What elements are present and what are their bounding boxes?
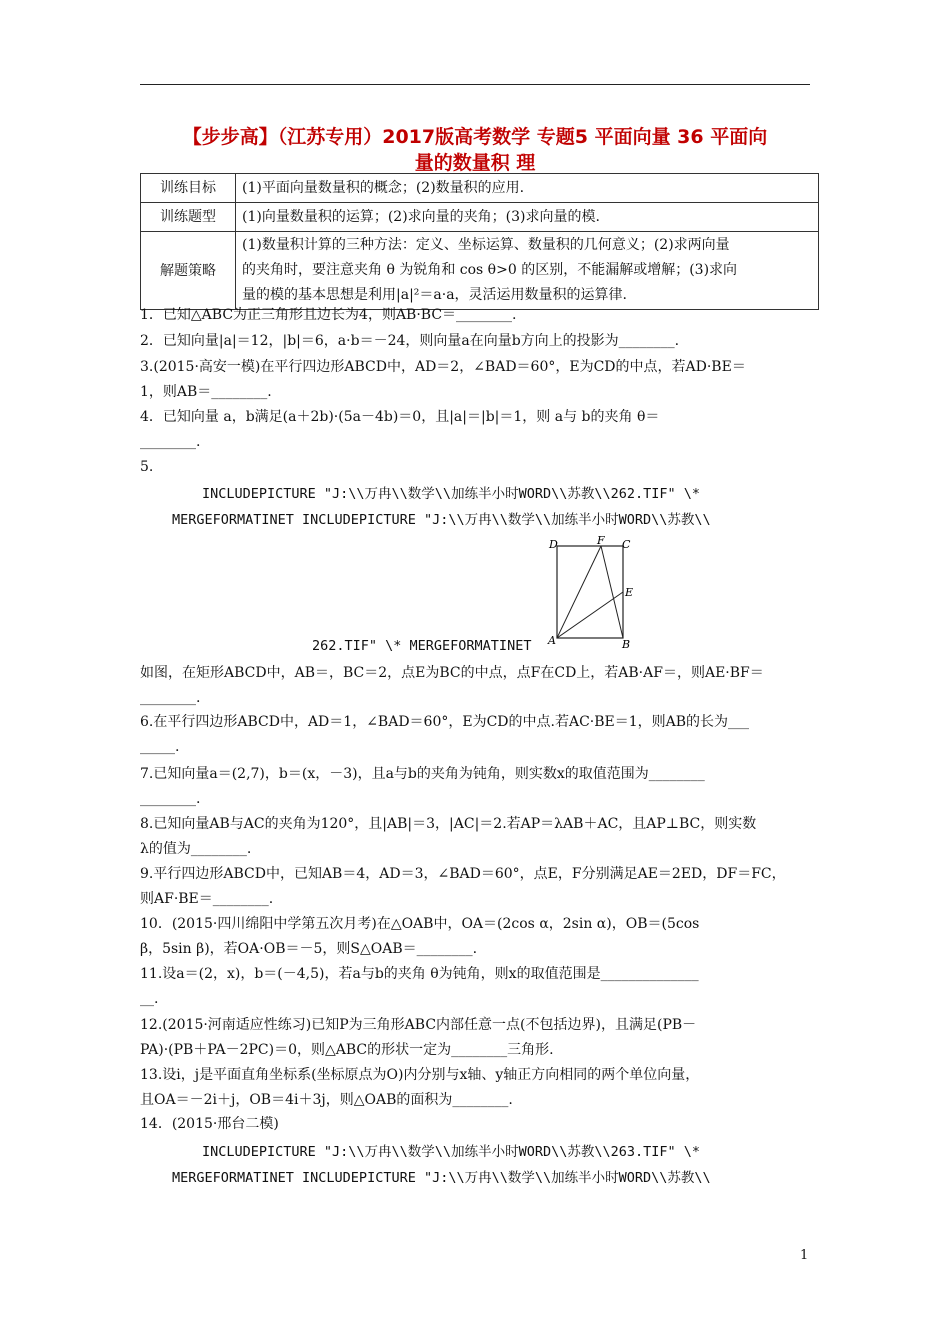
row-value [236, 232, 819, 310]
problem-line: 2．已知向量|a|＝12，|b|＝6，a·b＝－24，则向量a在向量b方向上的投影为________. [140, 333, 680, 349]
row-label: 解题策略 [141, 232, 236, 310]
problem-line: λ的值为________. [140, 841, 252, 857]
label-a: A [548, 634, 556, 647]
include-field-code: INCLUDEPICTURE "J:\\万冉\\数学\\加练半小时WORD\\苏教\\262.TIF" \* [202, 486, 700, 502]
problem-line: 8.已知向量AB与AC的夹角为120°，且|AB|＝3，|AC|＝2.若AP＝λAB＋AC，且AP⊥BC，则实数 [140, 816, 757, 832]
problem-line: PA)·(PB＋PA－2PC)＝0，则△ABC的形状一定为________三角形. [140, 1042, 554, 1058]
problem-line: 5. [140, 459, 154, 475]
problem-line: 12.(2015·河南适应性练习)已知P为三角形ABC内部任意一点(不包括边界)，且满足(PB－ [140, 1017, 697, 1033]
include-field-code: MERGEFORMATINET INCLUDEPICTURE "J:\\万冉\\数学\\加练半小时WORD\\苏教\\ [172, 512, 711, 528]
table-row [141, 232, 819, 310]
problem-line: 11.设a＝(2，x)，b＝(－4,5)，若a与b的夹角 θ为钝角，则x的取值范围是______________ [140, 966, 699, 982]
problem-line: ________. [140, 690, 201, 706]
segment-bf [601, 546, 623, 638]
problem-line: β，5sin β)，若OA·OB＝－5，则S△OAB＝________. [140, 941, 478, 957]
title-line-2: 量的数量积 理 [414, 152, 536, 174]
problem-line: 9.平行四边形ABCD中，已知AB＝4，AD＝3，∠BAD＝60°，点E，F分别满足AE＝2ED，DF＝FC， [140, 866, 786, 882]
top-rule [140, 84, 810, 85]
problem-line: 13.设i，j是平面直角坐标系(坐标原点为O)内分别与x轴、y轴正方向相同的两个单位向量， [140, 1067, 700, 1083]
title-line-1: 【步步高】（江苏专用）2017版高考数学 专题5 平面向量 36 平面向 [182, 126, 768, 148]
row-label: 训练目标 [141, 174, 236, 203]
include-field-code: INCLUDEPICTURE "J:\\万冉\\数学\\加练半小时WORD\\苏教\\263.TIF" \* [202, 1144, 700, 1160]
row-value: (1)平面向量数量积的概念；(2)数量积的应用. [236, 174, 819, 203]
problem-line: __. [140, 991, 159, 1007]
row-value: (1)向量数量积的运算；(2)求向量的夹角；(3)求向量的模. [236, 203, 819, 232]
strategy-line: (1)数量积计算的三种方法：定义、坐标运算、数量积的几何意义；(2)求两向量 [242, 237, 730, 253]
label-f: F [597, 534, 605, 547]
problem-line: 7.已知向量a＝(2,7)，b＝(x，－3)，且a与b的夹角为钝角，则实数x的取值范围为________ [140, 766, 705, 782]
strategy-line: 量的模的基本思想是利用|a|²＝a·a，灵活运用数量积的运算律. [242, 287, 627, 303]
segment-af [557, 546, 601, 638]
problem-line: 14．(2015·邢台二模) [140, 1116, 279, 1132]
problem-line: 且OA＝－2i＋j，OB＝4i＋3j，则△OAB的面积为________. [140, 1092, 513, 1108]
problem-line: ________. [140, 434, 201, 450]
rectangle-abcd [557, 546, 623, 638]
strategy-line: 的夹角时，要注意夹角 θ 为锐角和 cos θ>0 的区别，不能漏解或增解；(3)求向 [242, 262, 738, 278]
problem-line: ________. [140, 791, 201, 807]
include-field-code: MERGEFORMATINET INCLUDEPICTURE "J:\\万冉\\数学\\加练半小时WORD\\苏教\\ [172, 1170, 711, 1186]
info-table [140, 173, 819, 310]
problem-line: 则AF·BE＝________. [140, 891, 274, 907]
page-number: 1 [800, 1248, 809, 1263]
include-field-code: 262.TIF" \* MERGEFORMATINET [312, 638, 532, 654]
row-label: 训练题型 [141, 203, 236, 232]
document-title [140, 124, 810, 176]
label-d: D [549, 538, 558, 551]
segment-ae [557, 592, 623, 638]
problem-line: 1．已知△ABC为正三角形且边长为4，则AB·BC＝________. [140, 307, 517, 323]
rectangle-figure [540, 534, 640, 650]
label-b: B [622, 638, 631, 650]
problem-line: 如图，在矩形ABCD中，AB＝，BC＝2，点E为BC的中点，点F在CD上，若AB·AF＝，则AE·BF＝ [140, 665, 764, 681]
table-row [141, 203, 819, 232]
problem-line: 3.(2015·高安一模)在平行四边形ABCD中，AD＝2，∠BAD＝60°，E为CD的中点，若AD·BE＝ [140, 359, 746, 375]
label-e: E [625, 586, 634, 599]
problem-line: 10．(2015·四川绵阳中学第五次月考)在△OAB中，OA＝(2cos α，2sin α)，OB＝(5cos [140, 916, 700, 932]
table-row [141, 174, 819, 203]
problem-line: 6.在平行四边形ABCD中，AD＝1，∠BAD＝60°，E为CD的中点.若AC·BE＝1，则AB的长为___ [140, 714, 750, 730]
problem-line: 1，则AB＝________. [140, 384, 272, 400]
problem-line: 4．已知向量 a，b满足(a＋2b)·(5a－4b)＝0，且|a|＝|b|＝1，则 a与 b的夹角 θ＝ [140, 409, 660, 425]
problem-line: _____. [140, 739, 180, 755]
label-c: C [622, 538, 631, 551]
